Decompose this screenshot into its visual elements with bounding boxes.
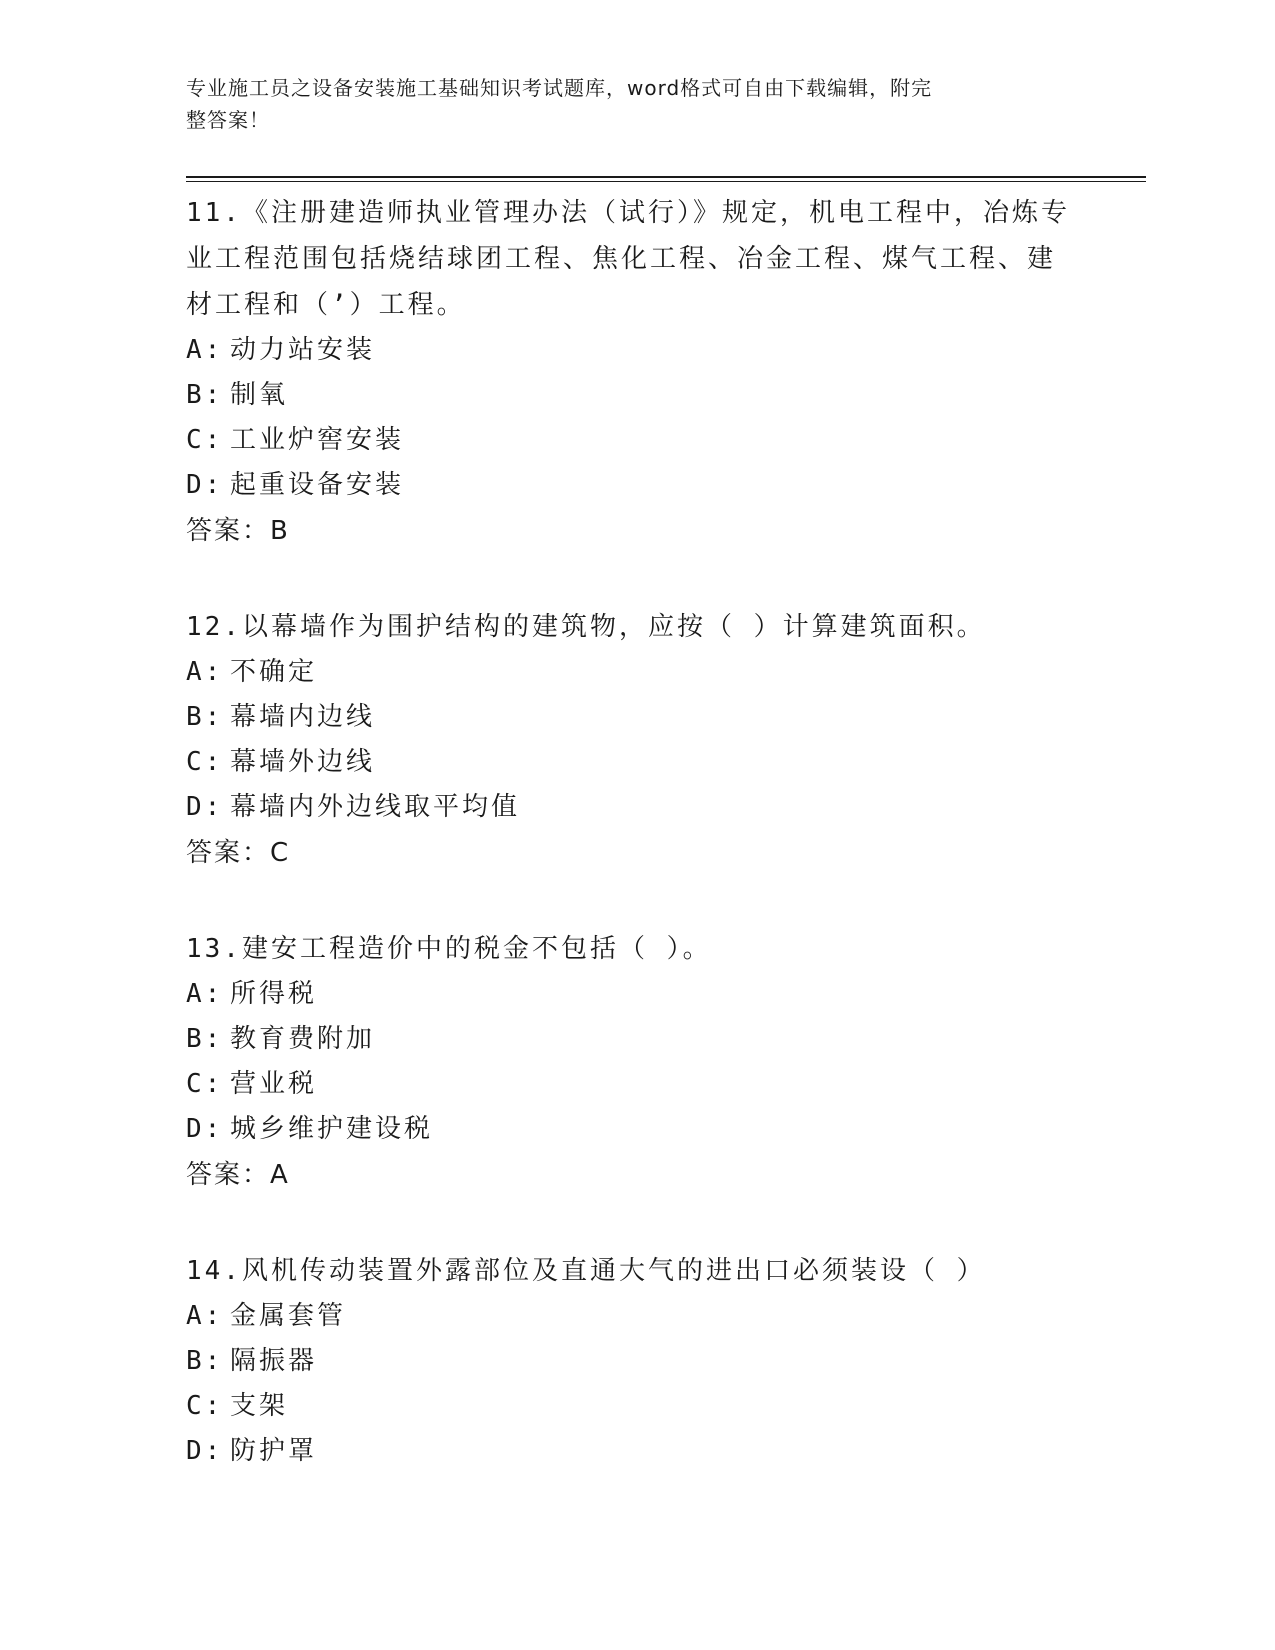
- option-b: [186, 1017, 1086, 1062]
- header-divider-thick: [186, 176, 1146, 178]
- question-11: [186, 190, 1086, 554]
- option-text: 金属套管: [230, 1301, 347, 1331]
- option-a: [186, 650, 1086, 695]
- header-line-1: 专业施工员之设备安装施工基础知识考试题库，word格式可自由下载编辑，附完: [186, 76, 933, 100]
- option-key: A:: [186, 335, 224, 365]
- option-key: A:: [186, 657, 224, 687]
- question-14: [186, 1248, 1086, 1474]
- option-d: [186, 1107, 1086, 1152]
- option-text: 起重设备安装: [230, 470, 405, 500]
- question-12: [186, 604, 1086, 876]
- question-list: [186, 190, 1086, 1524]
- option-key: C:: [186, 425, 224, 455]
- option-key: B:: [186, 1024, 224, 1054]
- document-header: [186, 72, 1066, 136]
- option-c: [186, 740, 1086, 785]
- option-b: [186, 373, 1086, 418]
- option-text: 动力站安装: [230, 335, 376, 365]
- option-key: D:: [186, 470, 224, 500]
- answer-label: 答案：B: [186, 516, 290, 546]
- question-text-line: 13.建安工程造价中的税金不包括（ ）。: [186, 934, 712, 964]
- option-key: C:: [186, 1391, 224, 1421]
- option-key: C:: [186, 1069, 224, 1099]
- option-key: B:: [186, 1346, 224, 1376]
- header-divider-thin: [186, 181, 1146, 182]
- option-key: B:: [186, 702, 224, 732]
- option-text: 防护罩: [230, 1436, 318, 1466]
- question-text-line: 业工程范围包括烧结球团工程、焦化工程、冶金工程、煤气工程、建: [186, 244, 1057, 274]
- question-text-line: 12.以幕墙作为围护结构的建筑物，应按（ ）计算建筑面积。: [186, 612, 986, 642]
- option-text: 所得税: [230, 979, 318, 1009]
- option-a: [186, 1294, 1086, 1339]
- option-key: A:: [186, 1301, 224, 1331]
- option-c: [186, 1384, 1086, 1429]
- question-text-line: 14.风机传动装置外露部位及直通大气的进出口必须装设（ ）: [186, 1256, 986, 1286]
- option-text: 幕墙内边线: [230, 702, 376, 732]
- option-text: 支架: [230, 1391, 289, 1421]
- option-key: D:: [186, 792, 224, 822]
- option-key: C:: [186, 747, 224, 777]
- option-text: 工业炉窖安装: [230, 425, 405, 455]
- option-text: 隔振器: [230, 1346, 318, 1376]
- option-b: [186, 695, 1086, 740]
- option-text: 营业税: [230, 1069, 318, 1099]
- option-c: [186, 418, 1086, 463]
- option-text: 幕墙内外边线取平均值: [230, 792, 521, 822]
- question-text-line: 材工程和（’）工程。: [186, 290, 466, 320]
- header-line-2: 整答案！: [186, 108, 270, 132]
- option-b: [186, 1339, 1086, 1384]
- question-13: [186, 926, 1086, 1198]
- option-key: B:: [186, 380, 224, 410]
- option-d: [186, 463, 1086, 508]
- option-d: [186, 785, 1086, 830]
- option-a: [186, 328, 1086, 373]
- option-a: [186, 972, 1086, 1017]
- option-text: 幕墙外边线: [230, 747, 376, 777]
- option-d: [186, 1429, 1086, 1474]
- option-key: D:: [186, 1114, 224, 1144]
- option-c: [186, 1062, 1086, 1107]
- option-text: 制氧: [230, 380, 289, 410]
- option-key: A:: [186, 979, 224, 1009]
- option-key: D:: [186, 1436, 224, 1466]
- option-text: 不确定: [230, 657, 318, 687]
- option-text: 教育费附加: [230, 1024, 376, 1054]
- question-text-line: 11.《注册建造师执业管理办法（试行）》规定，机电工程中，冶炼专: [186, 198, 1070, 228]
- answer-label: 答案：C: [186, 838, 291, 868]
- option-text: 城乡维护建设税: [230, 1114, 434, 1144]
- answer-label: 答案：A: [186, 1160, 290, 1190]
